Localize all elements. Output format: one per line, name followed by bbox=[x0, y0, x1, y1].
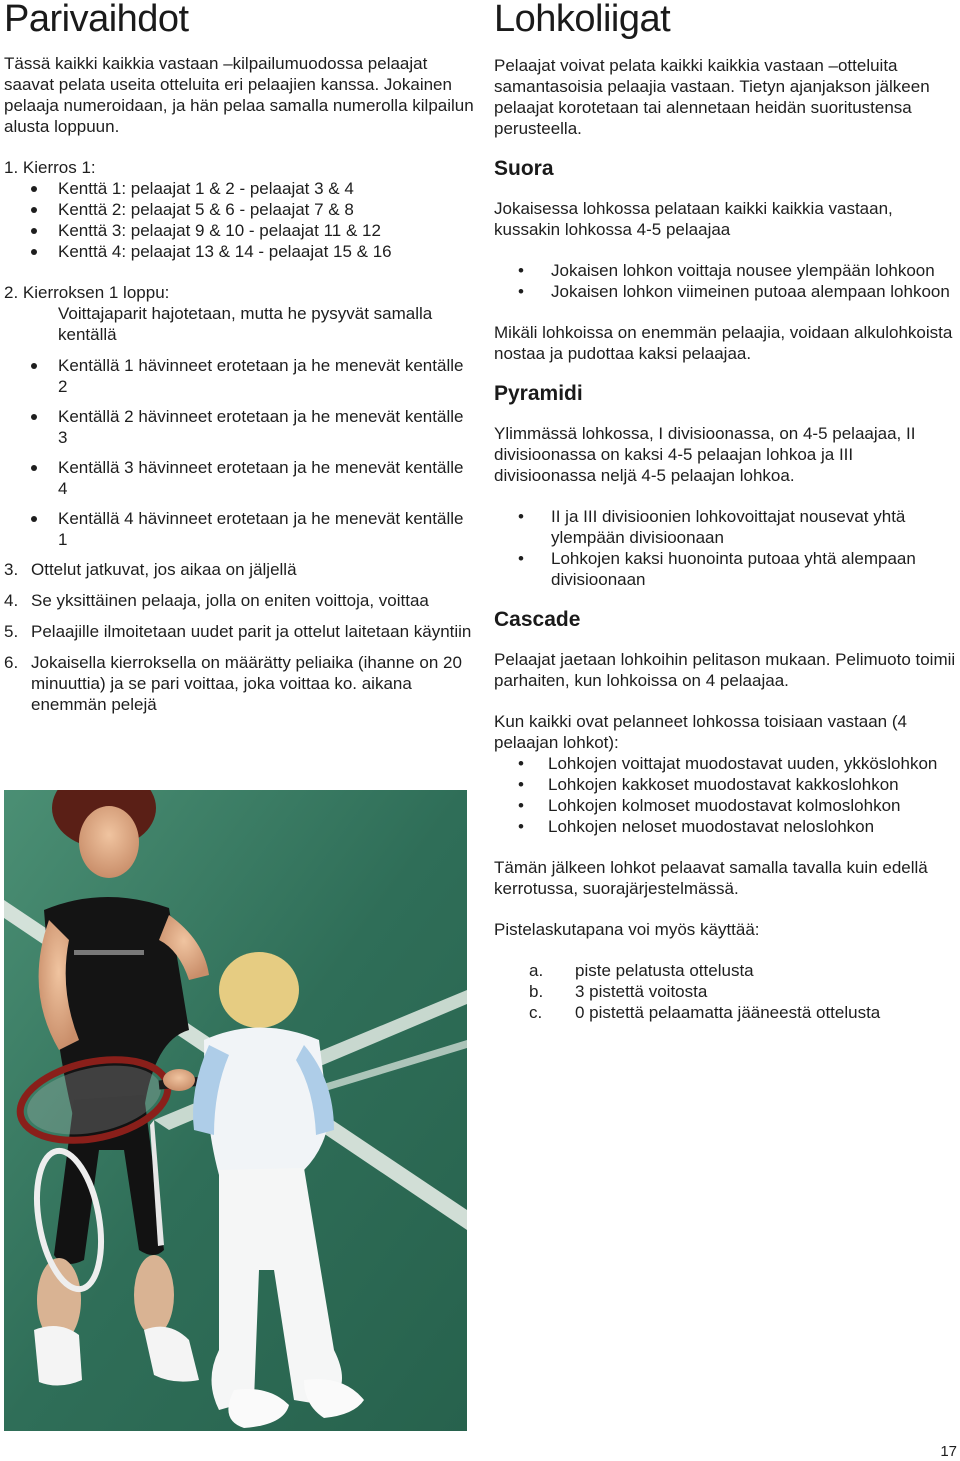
list-item: 5. Pelaajille ilmoitetaan uudet parit ja ottelut laitetaan käyntiin bbox=[4, 622, 472, 641]
left-column bbox=[4, 0, 474, 725]
heading-pyramidi: Pyramidi bbox=[494, 382, 583, 405]
round-1-end-title: 2. Kierroksen 1 loppu: bbox=[4, 283, 170, 302]
bullet-icon: • bbox=[518, 282, 524, 301]
bullet-icon: • bbox=[518, 796, 524, 815]
list-item: c. 0 pistettä pelaamatta jääneestä ottelusta bbox=[529, 1003, 881, 1022]
bullet-icon: • bbox=[518, 775, 524, 794]
list-item: Kenttä 1: pelaajat 1 & 2 - pelaajat 3 & 4 bbox=[4, 178, 474, 199]
pyramidi-list bbox=[494, 506, 956, 590]
list-item: • Lohkojen kaksi huonointa putoaa yhtä alempaan divisioonaan bbox=[518, 549, 916, 589]
list-item: Kentällä 2 hävinneet erotetaan ja he menevät kentälle 3 bbox=[4, 406, 474, 448]
photo-illustration bbox=[4, 790, 467, 1431]
heading-cascade: Cascade bbox=[494, 608, 581, 631]
bullet-icon: • bbox=[518, 754, 524, 773]
list-item: Kenttä 4: pelaajat 13 & 14 - pelaajat 15 & 16 bbox=[4, 241, 474, 262]
heading-suora: Suora bbox=[494, 157, 554, 180]
cascade-text-4: Pistelaskutapana voi myös käyttää: bbox=[494, 920, 760, 939]
round-1-list bbox=[4, 178, 474, 262]
list-item: Kentällä 1 hävinneet erotetaan ja he menevät kentälle 2 bbox=[4, 355, 474, 397]
list-item: 6. Jokaisella kierroksella on määrätty peliaika (ihanne on 20 minuuttia) ja se pari voittaa, joka voittaa ko. aikana enemmän pelejä bbox=[4, 653, 462, 714]
suora-list bbox=[494, 260, 956, 302]
round-1-title: 1. Kierros 1: bbox=[4, 158, 96, 177]
lead-paragraph: Pelaajat voivat pelata kaikki kaikkia vastaan –otteluita samantasoisia pelaajia vastaan. Tietyn ajanjakson jälkeen pelaajat korotetaan tai alennetaan heidän suoritustensa perusteella. bbox=[494, 56, 930, 138]
round-1-end-subtitle: Voittajaparit hajotetaan, mutta he pysyvät samalla kentällä bbox=[58, 304, 433, 344]
list-item: • Lohkojen neloset muodostavat neloslohkon bbox=[518, 817, 875, 836]
bullet-icon bbox=[31, 363, 37, 369]
round-1-block bbox=[4, 157, 474, 262]
round-1-end-list bbox=[4, 355, 474, 550]
bullet-icon: • bbox=[518, 261, 524, 280]
round-1-end-block bbox=[4, 282, 474, 550]
list-item: Kentällä 4 hävinneet erotetaan ja he menevät kentälle 1 bbox=[4, 508, 474, 550]
list-item: 3. Ottelut jatkuvat, jos aikaa on jäljellä bbox=[4, 560, 297, 579]
bullet-icon bbox=[31, 228, 37, 234]
list-item: a. piste pelatusta ottelusta bbox=[529, 961, 754, 980]
list-item: b. 3 pistettä voitosta bbox=[529, 982, 708, 1001]
bullet-icon bbox=[31, 414, 37, 420]
bullet-icon bbox=[31, 186, 37, 192]
right-column bbox=[494, 0, 956, 1023]
cascade-list bbox=[494, 753, 956, 837]
bullet-icon: • bbox=[518, 507, 524, 526]
list-item: • Lohkojen voittajat muodostavat uuden, ykköslohkon bbox=[518, 754, 938, 773]
bullet-icon bbox=[31, 516, 37, 522]
page-number: 17 bbox=[940, 1443, 957, 1460]
list-item: • Lohkojen kakkoset muodostavat kakkoslohkon bbox=[518, 775, 899, 794]
pyramidi-text: Ylimmässä lohkossa, I divisioonassa, on 4-5 pelaajaa, II divisioonassa on kaksi 4-5 pelaajan lohkoa ja III divisioonassa neljä 4-5 pelaajan lohkoa. bbox=[494, 424, 916, 485]
bullet-icon bbox=[31, 465, 37, 471]
list-item: • Jokaisen lohkon voittaja nousee ylempään lohkoon bbox=[518, 261, 935, 280]
bullet-icon: • bbox=[518, 549, 524, 568]
intro-paragraph: Tässä kaikki kaikkia vastaan –kilpailumuodossa pelaajat saavat pelata useita otteluita eri pelaajien kanssa. Jokainen pelaaja numeroidaan, ja hän pelaa samalla numerolla kilpailun alusta loppuun. bbox=[4, 54, 474, 136]
suora-text: Jokaisessa lohkossa pelataan kaikki kaikkia vastaan, kussakin lohkossa 4-5 pelaajaa bbox=[494, 199, 893, 239]
cascade-text-1: Pelaajat jaetaan lohkoihin pelitason mukaan. Pelimuoto toimii parhaiten, kun lohkoissa on 4 pelaajaa. bbox=[494, 650, 956, 690]
list-item: • Jokaisen lohkon viimeinen putoaa alempaan lohkoon bbox=[518, 282, 950, 301]
list-item: • Lohkojen kolmoset muodostavat kolmoslohkon bbox=[518, 796, 901, 815]
cascade-text-3: Tämän jälkeen lohkot pelaavat samalla tavalla kuin edellä kerrotussa, suorajärjestelmässä. bbox=[494, 858, 928, 898]
list-item: Kentällä 3 hävinneet erotetaan ja he menevät kentälle 4 bbox=[4, 457, 474, 499]
bullet-icon: • bbox=[518, 817, 524, 836]
steps-list bbox=[4, 559, 474, 715]
suora-note: Mikäli lohkoissa on enemmän pelaajia, voidaan alkulohkoista nostaa ja pudottaa kaksi pelaajaa. bbox=[494, 323, 953, 363]
bullet-icon bbox=[31, 207, 37, 213]
list-item: Kenttä 2: pelaajat 5 & 6 - pelaajat 7 & 8 bbox=[4, 199, 474, 220]
section-title-parivaihdot: Parivaihdot bbox=[4, 0, 189, 40]
section-title-lohkoliigat: Lohkoliigat bbox=[494, 0, 671, 40]
cascade-text-2: Kun kaikki ovat pelanneet lohkossa toisiaan vastaan (4 pelaajan lohkot): bbox=[494, 712, 907, 752]
bullet-icon bbox=[31, 249, 37, 255]
list-item: 4. Se yksittäinen pelaaja, jolla on eniten voittoja, voittaa bbox=[4, 591, 429, 610]
scoring-list bbox=[494, 960, 956, 1023]
list-item: • II ja III divisioonien lohkovoittajat nousevat yhtä ylempään divisioonaan bbox=[518, 507, 906, 547]
list-item: Kenttä 3: pelaajat 9 & 10 - pelaajat 11 & 12 bbox=[4, 220, 474, 241]
tennis-players-photo bbox=[4, 790, 467, 1431]
